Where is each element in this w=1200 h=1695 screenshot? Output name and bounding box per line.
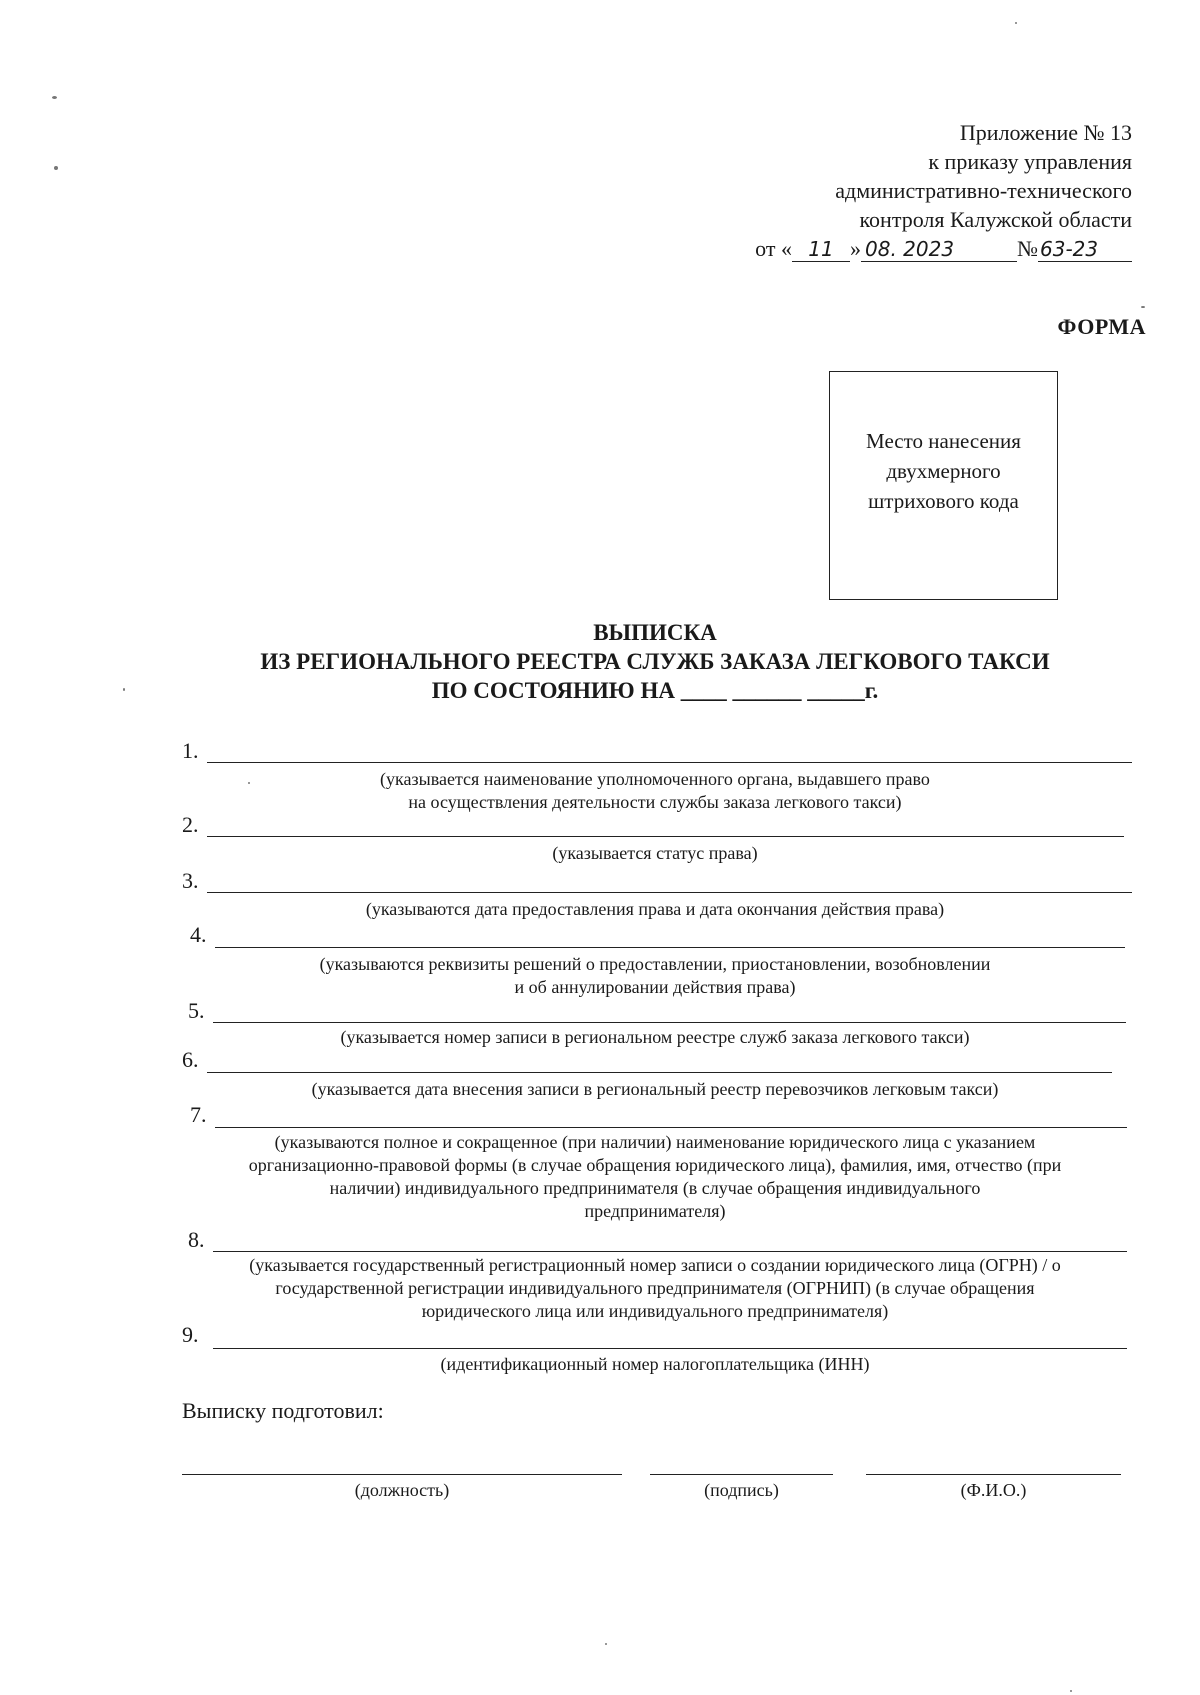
caption-8-line-3: юридического лица или индивидуального предпринимателя) [421,1301,889,1321]
item-field-line-3 [207,892,1132,893]
item-field-line-8 [213,1251,1127,1252]
caption-8-line-1: (указывается государственный регистрационный номер записи о создании юридического лица (ОГРН) / о [249,1255,1061,1275]
date-mid: » [850,236,861,261]
scan-speck [1141,306,1145,308]
appendix-header [755,118,1132,263]
document-title [0,618,1200,705]
item-caption-1 [180,768,1130,814]
position-caption: (должность) [354,1480,450,1500]
scan-speck [54,166,58,170]
item-caption-3 [180,898,1130,921]
title-line-1: ВЫПИСКА [593,620,717,645]
item-caption-9 [180,1353,1130,1376]
sign-caption: (подпись) [704,1480,779,1500]
barcode-line-2: двухмерного [886,459,1001,483]
item-caption-2 [180,842,1130,865]
item-field-line-7 [215,1127,1127,1128]
caption-3-line-1: (указываются дата предоставления права и дата окончания действия права) [365,899,945,919]
handwritten-order-number: 63-23 [1038,237,1132,262]
sign-signature-line [650,1474,833,1475]
handwritten-month-year: 08. 2023 [861,237,1017,262]
item-number-6: 6. [182,1047,199,1072]
caption-1-line-2: на осуществления деятельности службы заказа легкового такси) [408,792,902,812]
caption-4-line-2: и об аннулировании действия права) [514,977,796,997]
item-caption-8 [180,1254,1130,1323]
item-field-line-5 [213,1022,1126,1023]
order-date-line [755,234,1132,263]
scan-speck [1015,22,1017,24]
appendix-number: Приложение № 13 [959,120,1132,145]
barcode-line-3: штрихового кода [868,489,1019,513]
item-field-line-4 [215,947,1125,948]
header-line-2: к приказу управления [928,149,1132,174]
position-signature-line [182,1474,622,1475]
item-field-line-6 [207,1072,1112,1073]
item-number-2: 2. [182,812,199,837]
item-number-8: 8. [188,1227,205,1252]
caption-7-line-3: наличии) индивидуального предпринимателя (в случае обращения индивидуального [329,1178,981,1198]
item-caption-4 [180,953,1130,999]
caption-7-line-1: (указываются полное и сокращенное (при наличии) наименование юридического лица с указанием [274,1132,1036,1152]
handwritten-day: 11 [792,237,850,262]
barcode-line-1: Место нанесения [866,429,1021,453]
caption-7-line-2: организационно-правовой формы (в случае обращения юридического лица), фамилия, имя, отчество (при [248,1155,1062,1175]
item-caption-7 [180,1131,1130,1223]
fio-caption: (Ф.И.О.) [960,1480,1027,1500]
item-number-3: 3. [182,868,199,893]
item-caption-5 [180,1026,1130,1049]
scan-speck [1070,1690,1072,1692]
item-number-4: 4. [190,922,207,947]
caption-8-line-2: государственной регистрации индивидуального предпринимателя (ОГРНИП) (в случае обращения [275,1278,1035,1298]
caption-2-line-1: (указывается статус права) [552,843,758,863]
item-field-line-9 [213,1348,1127,1349]
scan-speck [123,688,125,691]
item-number-1: 1. [182,738,199,763]
item-field-line-1 [207,762,1132,763]
item-number-5: 5. [188,998,205,1023]
caption-7-line-4: предпринимателя) [584,1201,726,1221]
scan-speck [605,1643,607,1645]
item-number-7: 7. [190,1102,207,1127]
caption-9-line-1: (идентификационный номер налогоплательщика (ИНН) [440,1354,870,1374]
scan-speck [52,96,57,99]
item-caption-6 [180,1078,1130,1101]
title-line-3: ПО СОСТОЯНИЮ НА ____ ______ _____г. [431,678,879,703]
scan-speck [248,782,250,784]
header-line-3: административно-технического [835,178,1132,203]
barcode-placeholder-box [829,371,1058,600]
item-number-9: 9. [182,1322,199,1347]
number-prefix: № [1017,236,1038,261]
caption-5-line-1: (указывается номер записи в региональном реестре служб заказа легкового такси) [340,1027,970,1047]
item-field-line-2 [207,836,1124,837]
form-label: ФОРМА [1057,314,1146,339]
date-prefix: от « [755,236,792,261]
fio-signature-line [866,1474,1121,1475]
caption-6-line-1: (указывается дата внесения записи в региональный реестр перевозчиков легковым такси) [311,1079,999,1099]
prepared-by-label: Выписку подготовил: [182,1398,384,1423]
header-line-4: контроля Калужской области [859,207,1132,232]
caption-1-line-1: (указывается наименование уполномоченного органа, выдавшего право [380,769,930,789]
caption-4-line-1: (указываются реквизиты решений о предоставлении, приостановлении, возобновлении [319,954,991,974]
title-line-2: ИЗ РЕГИОНАЛЬНОГО РЕЕСТРА СЛУЖБ ЗАКАЗА ЛЕГКОВОГО ТАКСИ [260,649,1050,674]
